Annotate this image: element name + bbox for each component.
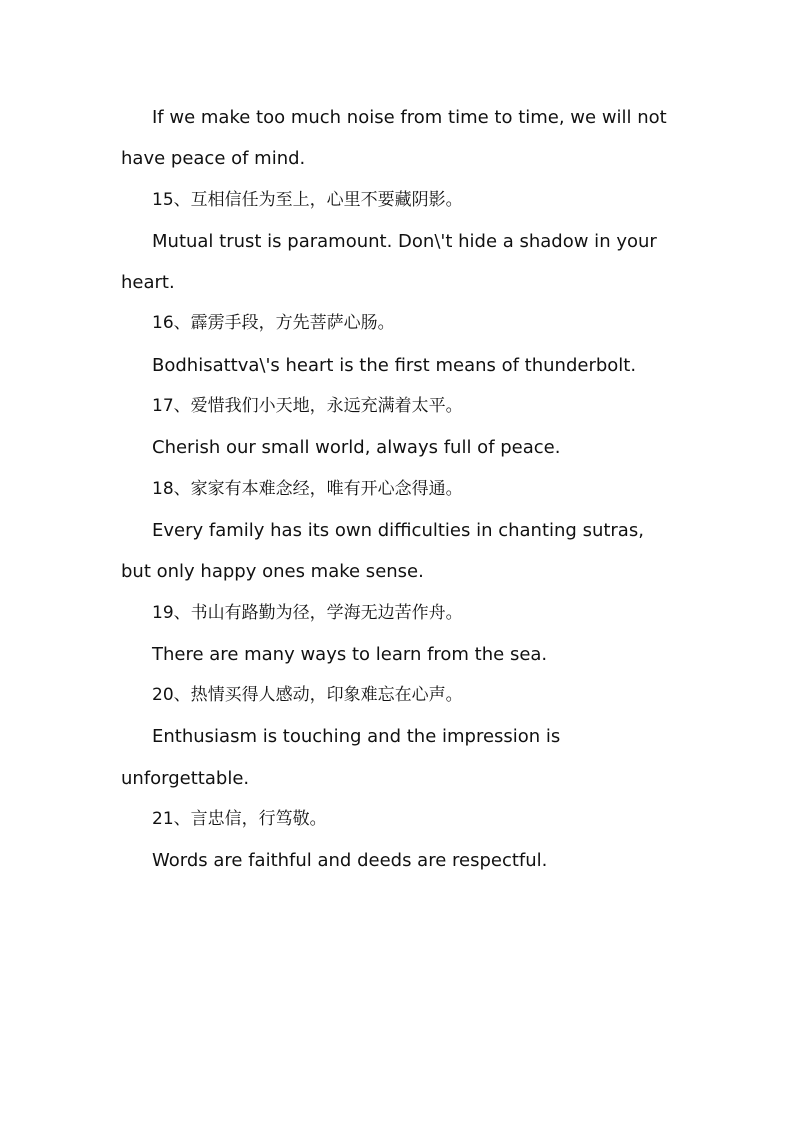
- document-body: [121, 97, 673, 882]
- paragraph-english: Mutual trust is paramount. Don\'t hide a shadow in your heart.: [121, 230, 657, 294]
- paragraph-chinese: 20、热情买得人感动，印象难忘在心声。: [152, 685, 463, 706]
- paragraph-chinese: 19、书山有路勤为径，学海无边苦作舟。: [152, 602, 463, 623]
- paragraph-english: If we make too much noise from time to time, we will not have peace of mind.: [121, 107, 667, 170]
- paragraph-chinese: 21、言忠信，行笃敬。: [152, 809, 327, 830]
- paragraph-chinese: 18、家家有本难念经，唯有开心念得通。: [152, 478, 463, 499]
- paragraph-english: Words are faithful and deeds are respectful.: [152, 850, 548, 872]
- paragraph-english: Every family has its own difficulties in chanting sutras, but only happy ones make sense.: [121, 519, 644, 583]
- paragraph-english: Bodhisattva\'s heart is the first means of thunderbolt.: [152, 354, 637, 376]
- paragraph-english: There are many ways to learn from the sea.: [152, 643, 548, 665]
- paragraph-chinese: 17、爱惜我们小天地，永远充满着太平。: [152, 396, 463, 417]
- paragraph-chinese: 16、霹雳手段，方先菩萨心肠。: [152, 313, 395, 334]
- paragraph-english: Enthusiasm is touching and the impression is unforgettable.: [121, 726, 561, 789]
- paragraph-chinese: 15、互相信任为至上，心里不要藏阴影。: [152, 189, 463, 210]
- paragraph-english: Cherish our small world, always full of peace.: [152, 437, 561, 459]
